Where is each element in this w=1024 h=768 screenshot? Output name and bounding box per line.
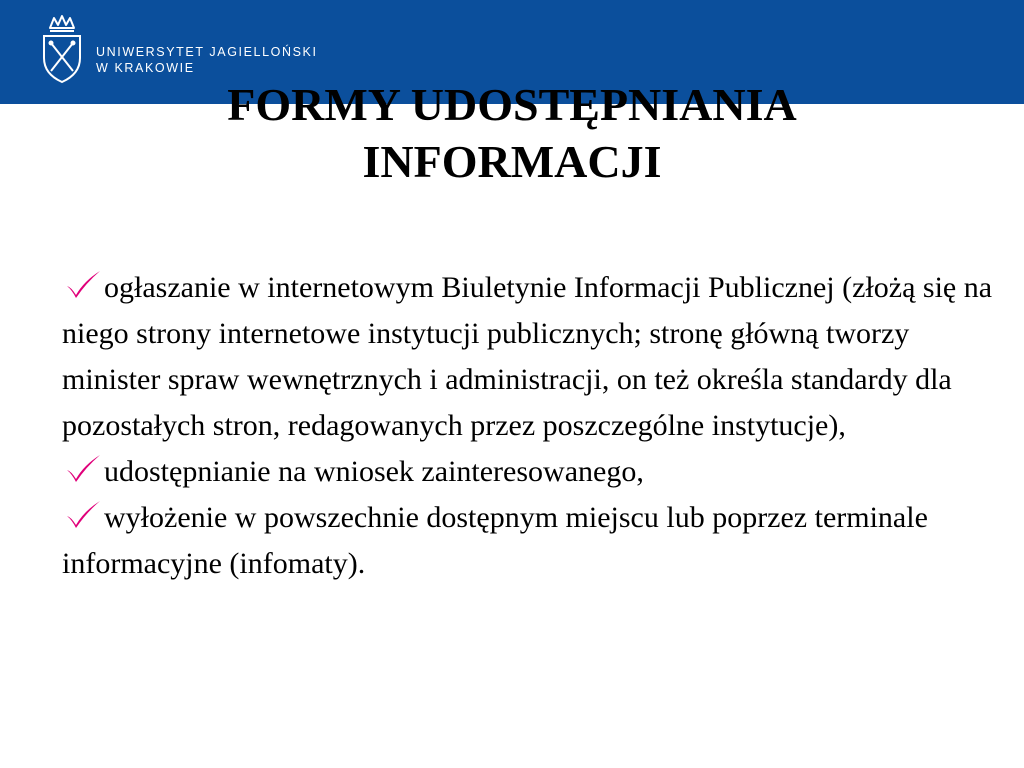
logo-text-university: UNIWERSYTET JAGIELLOŃSKI <box>96 45 318 59</box>
slide-content <box>62 265 1012 587</box>
university-crest-icon <box>40 14 84 84</box>
bullet-item <box>62 449 1012 495</box>
check-mark-icon <box>62 453 104 483</box>
check-mark-icon <box>62 499 104 529</box>
slide-title-line-1: FORMY UDOSTĘPNIANIA <box>227 79 797 130</box>
bullet-text: ogłaszanie w internetowym Biuletynie Informacji Publicznej (złożą się na niego strony internetowe instytucji publicznych; stronę główną tworzy minister spraw wewnętrznych i administracji, on też określa standardy dla pozostałych stron, redagowanych przez poszczególne instytucje), <box>62 271 993 442</box>
slide-title-line-2: INFORMACJI <box>362 136 662 187</box>
bullet-item <box>62 495 1012 587</box>
bullet-text: udostępnianie na wniosek zainteresowanego, <box>104 455 644 488</box>
slide-title <box>0 76 1024 190</box>
bullet-text: wyłożenie w powszechnie dostępnym miejscu lub poprzez terminale informacyjne (infomaty). <box>62 501 928 580</box>
check-mark-icon <box>62 269 104 299</box>
logo-text-city: W KRAKOWIE <box>96 61 195 75</box>
bullet-item <box>62 265 1012 449</box>
